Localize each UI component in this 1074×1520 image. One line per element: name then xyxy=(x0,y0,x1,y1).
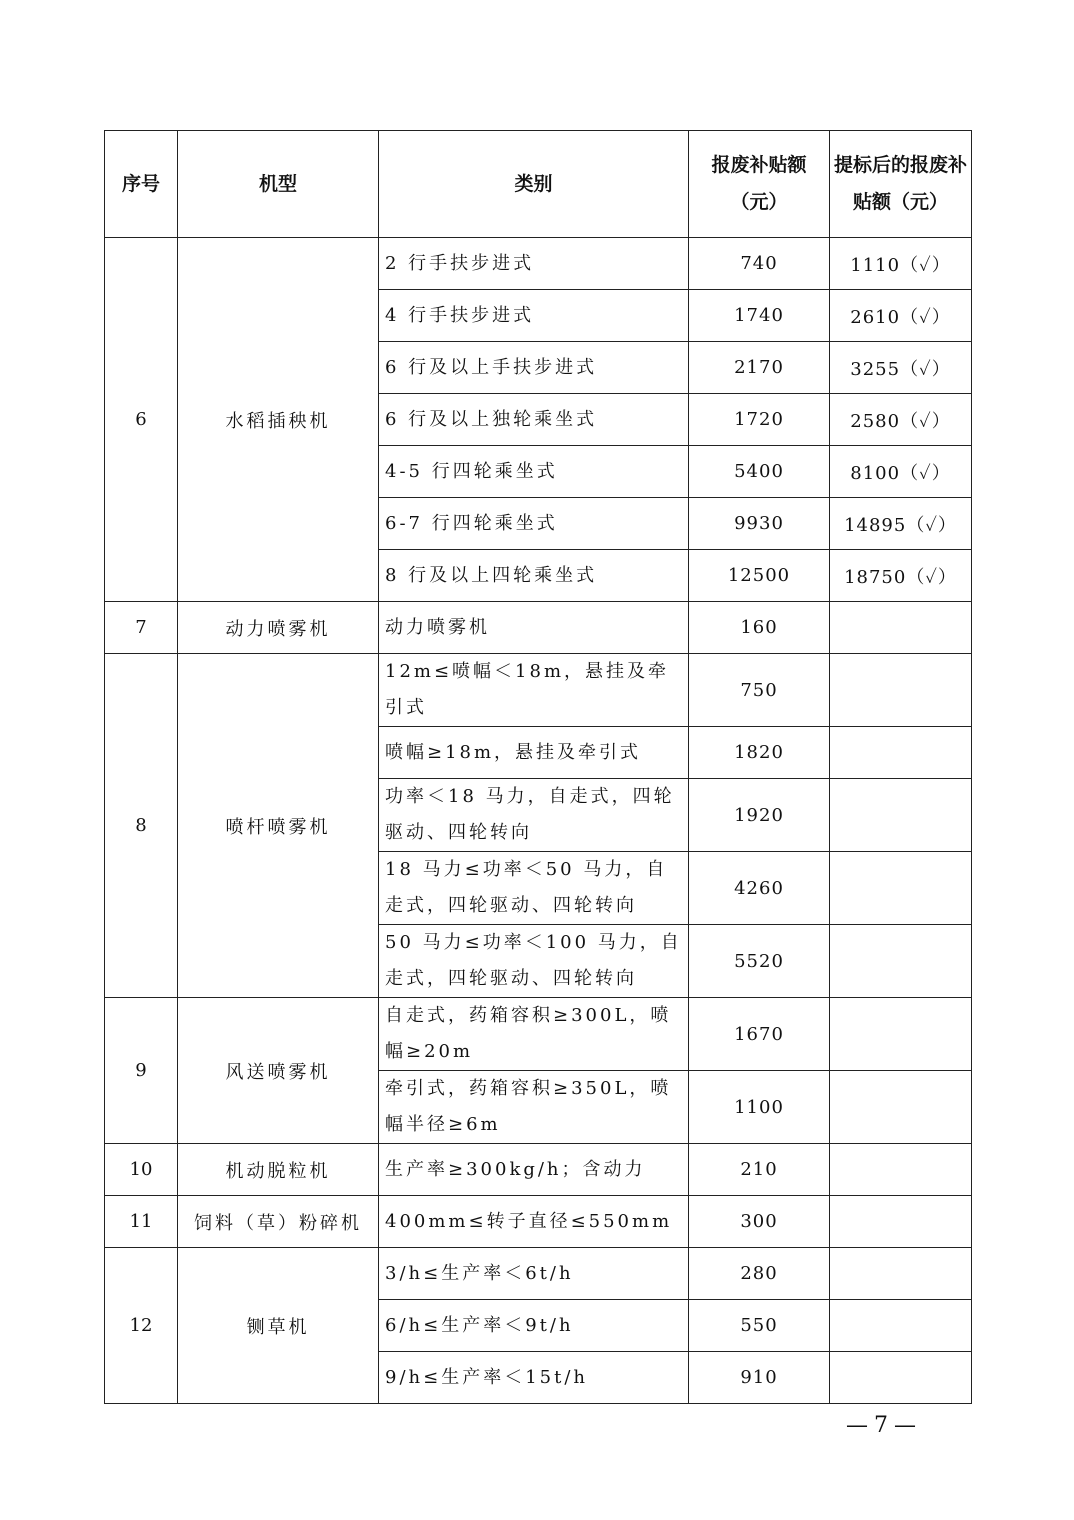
table-row xyxy=(105,1144,972,1196)
cell-raised-subsidy xyxy=(830,602,972,654)
cell-raised-subsidy xyxy=(830,998,972,1071)
cell-model: 饲料（草）粉碎机 xyxy=(178,1196,379,1248)
cell-subsidy: 5400 xyxy=(689,446,830,498)
cell-raised-subsidy: 3255（✓） xyxy=(830,342,972,394)
table-row xyxy=(105,238,972,290)
cell-raised-subsidy xyxy=(830,852,972,925)
header-subsidy: 报废补贴额（元） xyxy=(689,131,830,238)
table-row xyxy=(105,998,972,1071)
cell-category: 6 行及以上手扶步进式 xyxy=(379,342,689,394)
cell-subsidy: 550 xyxy=(689,1300,830,1352)
cell-category: 6/h≤生产率＜9t/h xyxy=(379,1300,689,1352)
table-body xyxy=(105,238,972,1404)
cell-subsidy: 740 xyxy=(689,238,830,290)
cell-subsidy: 1740 xyxy=(689,290,830,342)
cell-raised-subsidy: 18750（✓） xyxy=(830,550,972,602)
cell-seq: 10 xyxy=(105,1144,178,1196)
cell-model: 机动脱粒机 xyxy=(178,1144,379,1196)
cell-category: 50 马力≤功率＜100 马力，自走式，四轮驱动、四轮转向 xyxy=(379,925,689,998)
cell-subsidy: 1670 xyxy=(689,998,830,1071)
cell-raised-subsidy xyxy=(830,1196,972,1248)
cell-category: 功率＜18 马力，自走式，四轮驱动、四轮转向 xyxy=(379,779,689,852)
cell-category: 生产率≥300kg/h；含动力 xyxy=(379,1144,689,1196)
cell-subsidy: 1720 xyxy=(689,394,830,446)
cell-subsidy: 12500 xyxy=(689,550,830,602)
cell-raised-subsidy xyxy=(830,727,972,779)
cell-seq: 12 xyxy=(105,1248,178,1404)
cell-category: 喷幅≥18m，悬挂及牵引式 xyxy=(379,727,689,779)
cell-subsidy: 4260 xyxy=(689,852,830,925)
cell-subsidy: 910 xyxy=(689,1352,830,1404)
cell-subsidy: 1100 xyxy=(689,1071,830,1144)
cell-seq: 9 xyxy=(105,998,178,1144)
cell-subsidy: 280 xyxy=(689,1248,830,1300)
cell-raised-subsidy: 2580（✓） xyxy=(830,394,972,446)
cell-raised-subsidy xyxy=(830,654,972,727)
cell-raised-subsidy xyxy=(830,1071,972,1144)
cell-category: 4 行手扶步进式 xyxy=(379,290,689,342)
cell-subsidy: 300 xyxy=(689,1196,830,1248)
table-row xyxy=(105,1196,972,1248)
cell-category: 6 行及以上独轮乘坐式 xyxy=(379,394,689,446)
cell-category: 400mm≤转子直径≤550mm xyxy=(379,1196,689,1248)
cell-seq: 6 xyxy=(105,238,178,602)
table-row xyxy=(105,1248,972,1300)
cell-category: 8 行及以上四轮乘坐式 xyxy=(379,550,689,602)
cell-category: 动力喷雾机 xyxy=(379,602,689,654)
cell-subsidy: 5520 xyxy=(689,925,830,998)
cell-model: 铡草机 xyxy=(178,1248,379,1404)
cell-subsidy: 750 xyxy=(689,654,830,727)
cell-seq: 8 xyxy=(105,654,178,998)
cell-raised-subsidy: 1110（✓） xyxy=(830,238,972,290)
table-header-row xyxy=(105,131,972,238)
cell-category: 6-7 行四轮乘坐式 xyxy=(379,498,689,550)
cell-raised-subsidy: 2610（✓） xyxy=(830,290,972,342)
cell-raised-subsidy xyxy=(830,1248,972,1300)
cell-category: 3/h≤生产率＜6t/h xyxy=(379,1248,689,1300)
cell-category: 自走式，药箱容积≥300L，喷幅≥20m xyxy=(379,998,689,1071)
cell-subsidy: 1920 xyxy=(689,779,830,852)
cell-raised-subsidy xyxy=(830,925,972,998)
cell-raised-subsidy: 14895（✓） xyxy=(830,498,972,550)
cell-category: 9/h≤生产率＜15t/h xyxy=(379,1352,689,1404)
header-seq: 序号 xyxy=(105,131,178,238)
cell-model: 喷杆喷雾机 xyxy=(178,654,379,998)
header-category: 类别 xyxy=(379,131,689,238)
subsidy-table xyxy=(104,130,972,1404)
cell-raised-subsidy xyxy=(830,1352,972,1404)
cell-subsidy: 210 xyxy=(689,1144,830,1196)
cell-category: 4-5 行四轮乘坐式 xyxy=(379,446,689,498)
header-raised-subsidy: 提标后的报废补贴额（元） xyxy=(830,131,972,238)
cell-raised-subsidy: 8100（✓） xyxy=(830,446,972,498)
cell-category: 12m≤喷幅＜18m，悬挂及牵引式 xyxy=(379,654,689,727)
table-row xyxy=(105,654,972,727)
cell-model: 动力喷雾机 xyxy=(178,602,379,654)
header-model: 机型 xyxy=(178,131,379,238)
cell-raised-subsidy xyxy=(830,779,972,852)
cell-subsidy: 1820 xyxy=(689,727,830,779)
cell-model: 风送喷雾机 xyxy=(178,998,379,1144)
cell-seq: 11 xyxy=(105,1196,178,1248)
cell-model: 水稻插秧机 xyxy=(178,238,379,602)
cell-category: 牵引式，药箱容积≥350L，喷幅半径≥6m xyxy=(379,1071,689,1144)
page-number: —7— xyxy=(846,1413,922,1438)
cell-raised-subsidy xyxy=(830,1300,972,1352)
table-row xyxy=(105,602,972,654)
cell-subsidy: 2170 xyxy=(689,342,830,394)
cell-subsidy: 160 xyxy=(689,602,830,654)
cell-seq: 7 xyxy=(105,602,178,654)
cell-category: 2 行手扶步进式 xyxy=(379,238,689,290)
cell-category: 18 马力≤功率＜50 马力，自走式，四轮驱动、四轮转向 xyxy=(379,852,689,925)
cell-subsidy: 9930 xyxy=(689,498,830,550)
cell-raised-subsidy xyxy=(830,1144,972,1196)
